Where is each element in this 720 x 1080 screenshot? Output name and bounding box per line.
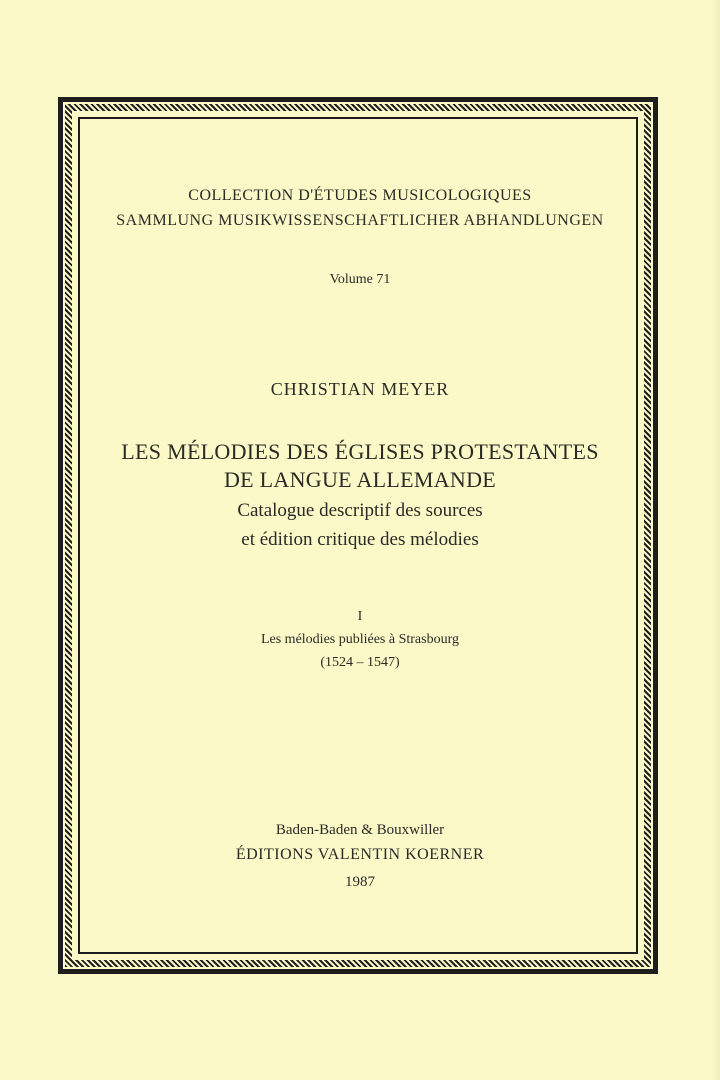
part-number: I <box>357 609 363 624</box>
volume-number: Volume 71 <box>329 272 391 287</box>
subtitle-line1: Catalogue descriptif des sources <box>237 500 483 521</box>
series-title-german: SAMMLUNG MUSIKWISSENSCHAFTLICHER ABHANDLUNGEN <box>116 212 604 229</box>
publisher-name: ÉDITIONS VALENTIN KOERNER <box>235 846 485 863</box>
subtitle-line2: et édition critique des mélodies <box>241 529 479 550</box>
author-name: CHRISTIAN MEYER <box>270 379 450 399</box>
book-title-line1: LES MÉLODIES DES ÉGLISES PROTESTANTES <box>121 439 599 464</box>
book-title-line2: DE LANGUE ALLEMANDE <box>223 467 497 492</box>
page-edge-shade <box>712 0 720 1080</box>
publisher-location: Baden-Baden & Bouxwiller <box>275 822 445 838</box>
series-title-french: COLLECTION D'ÉTUDES MUSICOLOGIQUES <box>188 187 532 204</box>
part-years: (1524 – 1547) <box>320 655 400 670</box>
publication-year: 1987 <box>345 874 375 890</box>
part-title: Les mélodies publiées à Strasbourg <box>260 632 460 647</box>
